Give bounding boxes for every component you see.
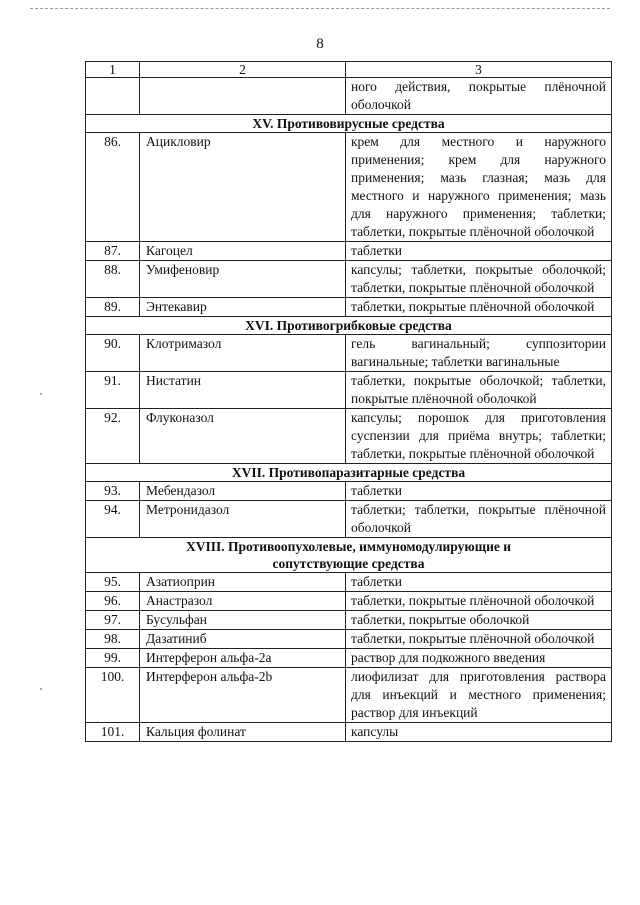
column-header-form: 3 <box>346 62 612 78</box>
row-number: 97. <box>86 611 140 630</box>
row-number: 91. <box>86 372 140 409</box>
row-number: 101. <box>86 723 140 742</box>
row-number: 96. <box>86 592 140 611</box>
row-number: 86. <box>86 133 140 242</box>
drug-name: Энтекавир <box>140 298 346 317</box>
page-number: 8 <box>316 36 324 52</box>
dosage-form: крем для местного и наружного применения; крем для наружного применения; мазь глазная; мазь для местного и наружного применения; мазь для наружного применения; таблетки; таблетки, покрытые плёночной оболочкой <box>346 133 612 242</box>
table-row <box>86 573 612 592</box>
dosage-form: таблетки <box>346 482 612 501</box>
table-row <box>86 298 612 317</box>
row-number: 90. <box>86 335 140 372</box>
section-header <box>86 464 612 482</box>
drug-name: Бусульфан <box>140 611 346 630</box>
section-title: XV. Противовирусные средства <box>86 115 612 133</box>
dosage-form: таблетки, покрытые плёночной оболочкой <box>346 630 612 649</box>
table-row <box>86 242 612 261</box>
scan-speck <box>40 393 42 395</box>
drug-name: Интерферон альфа-2b <box>140 668 346 723</box>
drug-name: Нистатин <box>140 372 346 409</box>
drug-name: Анастразол <box>140 592 346 611</box>
row-number: 88. <box>86 261 140 298</box>
table-row <box>86 592 612 611</box>
row-number: 92. <box>86 409 140 464</box>
dosage-form: раствор для подкожного введения <box>346 649 612 668</box>
table-row <box>86 261 612 298</box>
table-row <box>86 335 612 372</box>
dosage-form: таблетки, покрытые плёночной оболочкой <box>346 298 612 317</box>
row-number: 89. <box>86 298 140 317</box>
scan-speck <box>40 688 42 690</box>
section-header <box>86 538 612 573</box>
table-row <box>86 482 612 501</box>
drug-name: Клотримазол <box>140 335 346 372</box>
dosage-form: таблетки <box>346 242 612 261</box>
row-number: 98. <box>86 630 140 649</box>
dosage-form: капсулы; таблетки, покрытые оболочкой; таблетки, покрытые плёночной оболочкой <box>346 261 612 298</box>
medicines-table <box>85 61 612 742</box>
section-title: XVII. Противопаразитарные средства <box>86 464 612 482</box>
table-row <box>86 630 612 649</box>
dosage-form: таблетки, покрытые плёночной оболочкой <box>346 592 612 611</box>
drug-name: Кальция фолинат <box>140 723 346 742</box>
drug-name: Ацикловир <box>140 133 346 242</box>
section-header <box>86 317 612 335</box>
dosage-form: таблетки, покрытые оболочкой; таблетки, покрытые плёночной оболочкой <box>346 372 612 409</box>
table-row <box>86 668 612 723</box>
table-row <box>86 409 612 464</box>
table-row <box>86 611 612 630</box>
table-row <box>86 372 612 409</box>
dosage-form: ного действия, покрытые плёночной оболочкой <box>346 78 612 115</box>
dosage-form: таблетки; таблетки, покрытые плёночной оболочкой <box>346 501 612 538</box>
row-number <box>86 78 140 115</box>
section-title: XVIII. Противоопухолевые, иммуномодулирующие и сопутствующие средства <box>86 538 612 573</box>
drug-name: Азатиоприн <box>140 573 346 592</box>
row-number: 100. <box>86 668 140 723</box>
column-header-row <box>86 62 612 78</box>
dosage-form: капсулы; порошок для приготовления суспензии для приёма внутрь; таблетки; таблетки, покрытые плёночной оболочкой <box>346 409 612 464</box>
scan-edge-dashes <box>30 8 610 9</box>
column-header-number: 1 <box>86 62 140 78</box>
table-row <box>86 649 612 668</box>
section-title: XVI. Противогрибковые средства <box>86 317 612 335</box>
row-number: 99. <box>86 649 140 668</box>
drug-name: Метронидазол <box>140 501 346 538</box>
drug-name: Мебендазол <box>140 482 346 501</box>
dosage-form: лиофилизат для приготовления раствора для инъекций и местного применения; раствор для инъекций <box>346 668 612 723</box>
drug-name: Интерферон альфа-2a <box>140 649 346 668</box>
drug-name: Умифеновир <box>140 261 346 298</box>
dosage-form: таблетки, покрытые оболочкой <box>346 611 612 630</box>
column-header-name: 2 <box>140 62 346 78</box>
table-row <box>86 78 612 115</box>
drug-name: Дазатиниб <box>140 630 346 649</box>
dosage-form: таблетки <box>346 573 612 592</box>
drug-name <box>140 78 346 115</box>
drug-name: Флуконазол <box>140 409 346 464</box>
row-number: 87. <box>86 242 140 261</box>
table-row <box>86 723 612 742</box>
row-number: 94. <box>86 501 140 538</box>
section-header <box>86 115 612 133</box>
drug-name: Кагоцел <box>140 242 346 261</box>
dosage-form: гель вагинальный; суппозитории вагинальные; таблетки вагинальные <box>346 335 612 372</box>
row-number: 95. <box>86 573 140 592</box>
dosage-form: капсулы <box>346 723 612 742</box>
row-number: 93. <box>86 482 140 501</box>
table-row <box>86 133 612 242</box>
table-row <box>86 501 612 538</box>
